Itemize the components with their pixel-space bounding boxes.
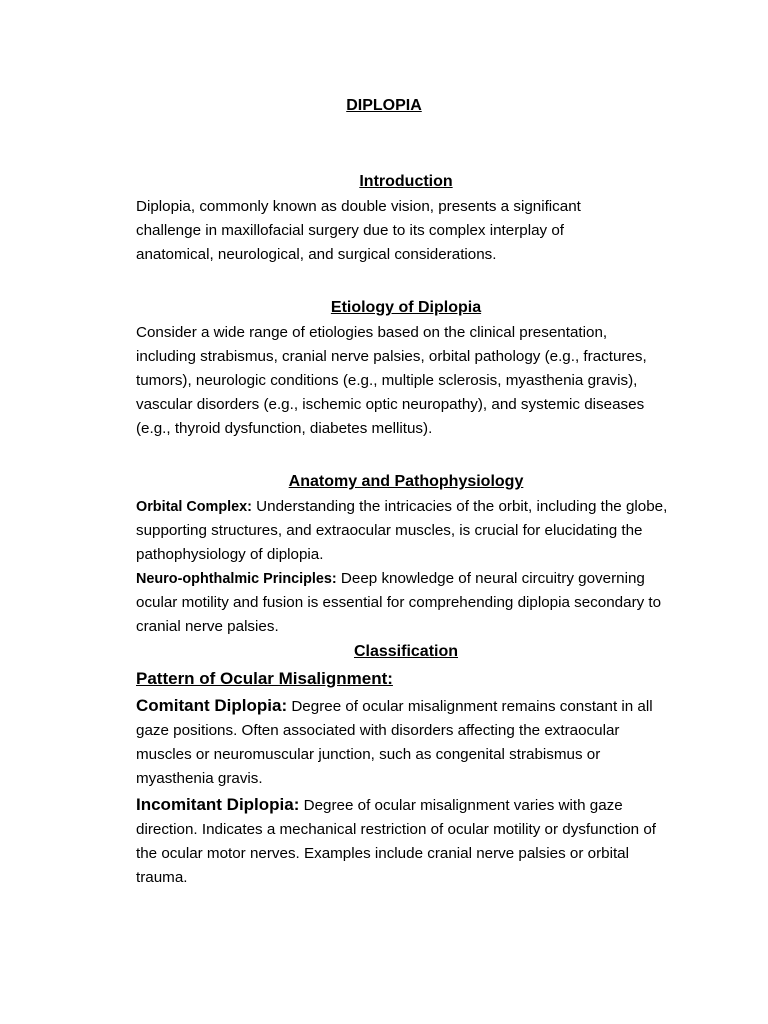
anatomy-term: Orbital Complex:	[136, 499, 252, 515]
classification-term: Comitant Diplopia:	[136, 696, 288, 715]
anatomy-description: Understanding the intricacies of the orbit, including the globe, supporting structures, and extraocular muscles, is crucial for elucidating the pathophysiology of diplopia.	[136, 498, 668, 563]
introduction-paragraph: Diplopia, commonly known as double vision, presents a significant challenge in maxillofacial surgery due to its complex interplay of anatomical, neurological, and surgical considerations.	[136, 198, 581, 263]
anatomy-heading: Anatomy and Pathophysiology	[288, 473, 524, 490]
classification-heading: Classification	[353, 643, 459, 660]
introduction-heading: Introduction	[359, 173, 453, 190]
document-title: DIPLOPIA	[346, 97, 422, 114]
etiology-paragraph: Consider a wide range of etiologies based on the clinical presentation, including strabismus, cranial nerve palsies, orbital pathology (e.g., fractures, tumors), neurologic conditions (e.g., multiple sclerosis, myasthenia gravis), vascular disorders (e.g., ischemic optic neuropathy), and systemic diseases (e.g., thyroid dysfunction, diabetes mellitus).	[136, 324, 647, 437]
anatomy-item-neuro-ophthalmic	[136, 567, 684, 639]
classification-description: Degree of ocular misalignment remains constant in all gaze positions. Often associated with disorders affecting the extraocular muscles or neuromuscular junction, such as congenital strabismus or myasthenia gravis.	[136, 698, 653, 787]
classification-item-comitant	[136, 694, 676, 791]
etiology-heading: Etiology of Diplopia	[330, 299, 482, 316]
anatomy-item-orbital-complex	[136, 495, 668, 567]
classification-description: Degree of ocular misalignment varies with gaze direction. Indicates a mechanical restriction of ocular motility or dysfunction of the ocular motor nerves. Examples include cranial nerve palsies or orbital trauma.	[136, 797, 656, 886]
classification-subheading: Pattern of Ocular Misalignment:	[136, 669, 393, 688]
anatomy-term: Neuro-ophthalmic Principles:	[136, 571, 337, 587]
anatomy-description: Deep knowledge of neural circuitry governing ocular motility and fusion is essential for comprehending diplopia secondary to cranial nerve palsies.	[136, 570, 662, 635]
classification-term: Incomitant Diplopia:	[136, 795, 300, 814]
classification-item-incomitant	[136, 793, 664, 890]
